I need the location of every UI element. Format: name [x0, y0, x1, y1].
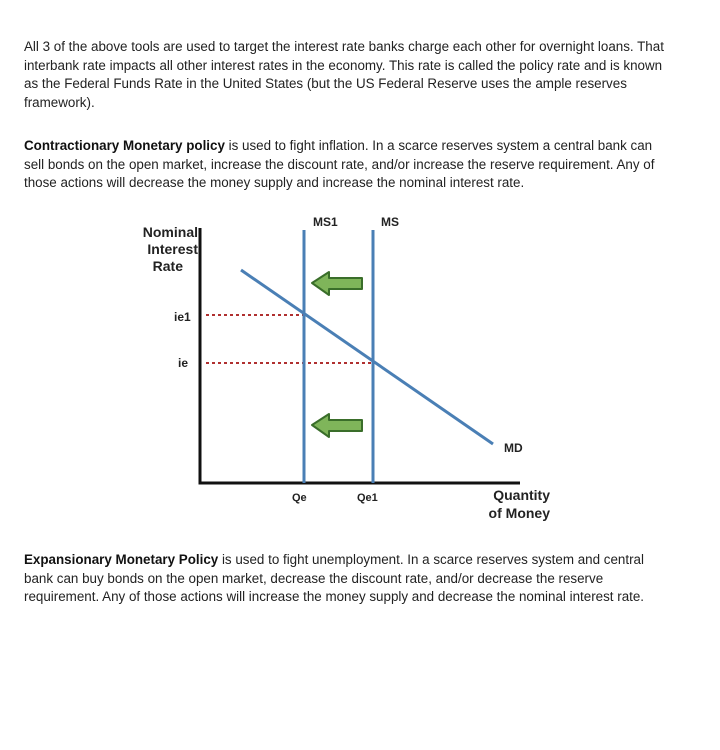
qe-label: Qe	[292, 492, 307, 504]
ie1-label: ie1	[174, 310, 191, 324]
intro-paragraph: All 3 of the above tools are used to target the interest rate banks charge each other for overnight loans. That interbank rate impacts all other interest rates in the economy. This rate is called the policy rate and is known as the Federal Funds Rate in the United States (but the US Federal Reserve uses the ample reserves framework).	[24, 39, 664, 110]
md-label: MD	[504, 441, 523, 455]
ms-label: MS	[381, 215, 399, 229]
contractionary-title: Contractionary Monetary policy	[24, 138, 225, 153]
x-axis-label-line2: of Money	[488, 505, 550, 521]
contractionary-body: is used to fight inflation. In a scarce reserves system a central bank can sell bonds on the open market, increase the discount rate, and/or increase the reserve requirement. Any of those actions will decrease the money supply and increase the nominal interest rate.	[24, 138, 655, 191]
ms1-label: MS1	[313, 215, 338, 229]
y-axis-label-line3: Rate	[152, 258, 183, 274]
upper-shift-arrow	[312, 272, 362, 295]
md-curve	[241, 270, 493, 444]
y-axis-label-line1: Nominal	[142, 224, 198, 240]
x-axis-label-line1: Quantity	[493, 487, 550, 503]
lower-shift-arrow	[312, 414, 362, 437]
expansionary-body: is used to fight unemployment. In a scarce reserves system and central bank can buy bonds on the open market, decrease the discount rate, and/or decrease the reserve requirement. Any of those actions will increase the money supply and decrease the nominal interest rate.	[24, 552, 645, 605]
qe1-label: Qe1	[357, 492, 378, 504]
y-axis-label-line2: Interest	[147, 241, 198, 257]
expansionary-title: Expansionary Monetary Policy	[24, 552, 219, 567]
ie-label: ie	[178, 356, 189, 370]
expansionary-paragraph	[24, 551, 664, 607]
